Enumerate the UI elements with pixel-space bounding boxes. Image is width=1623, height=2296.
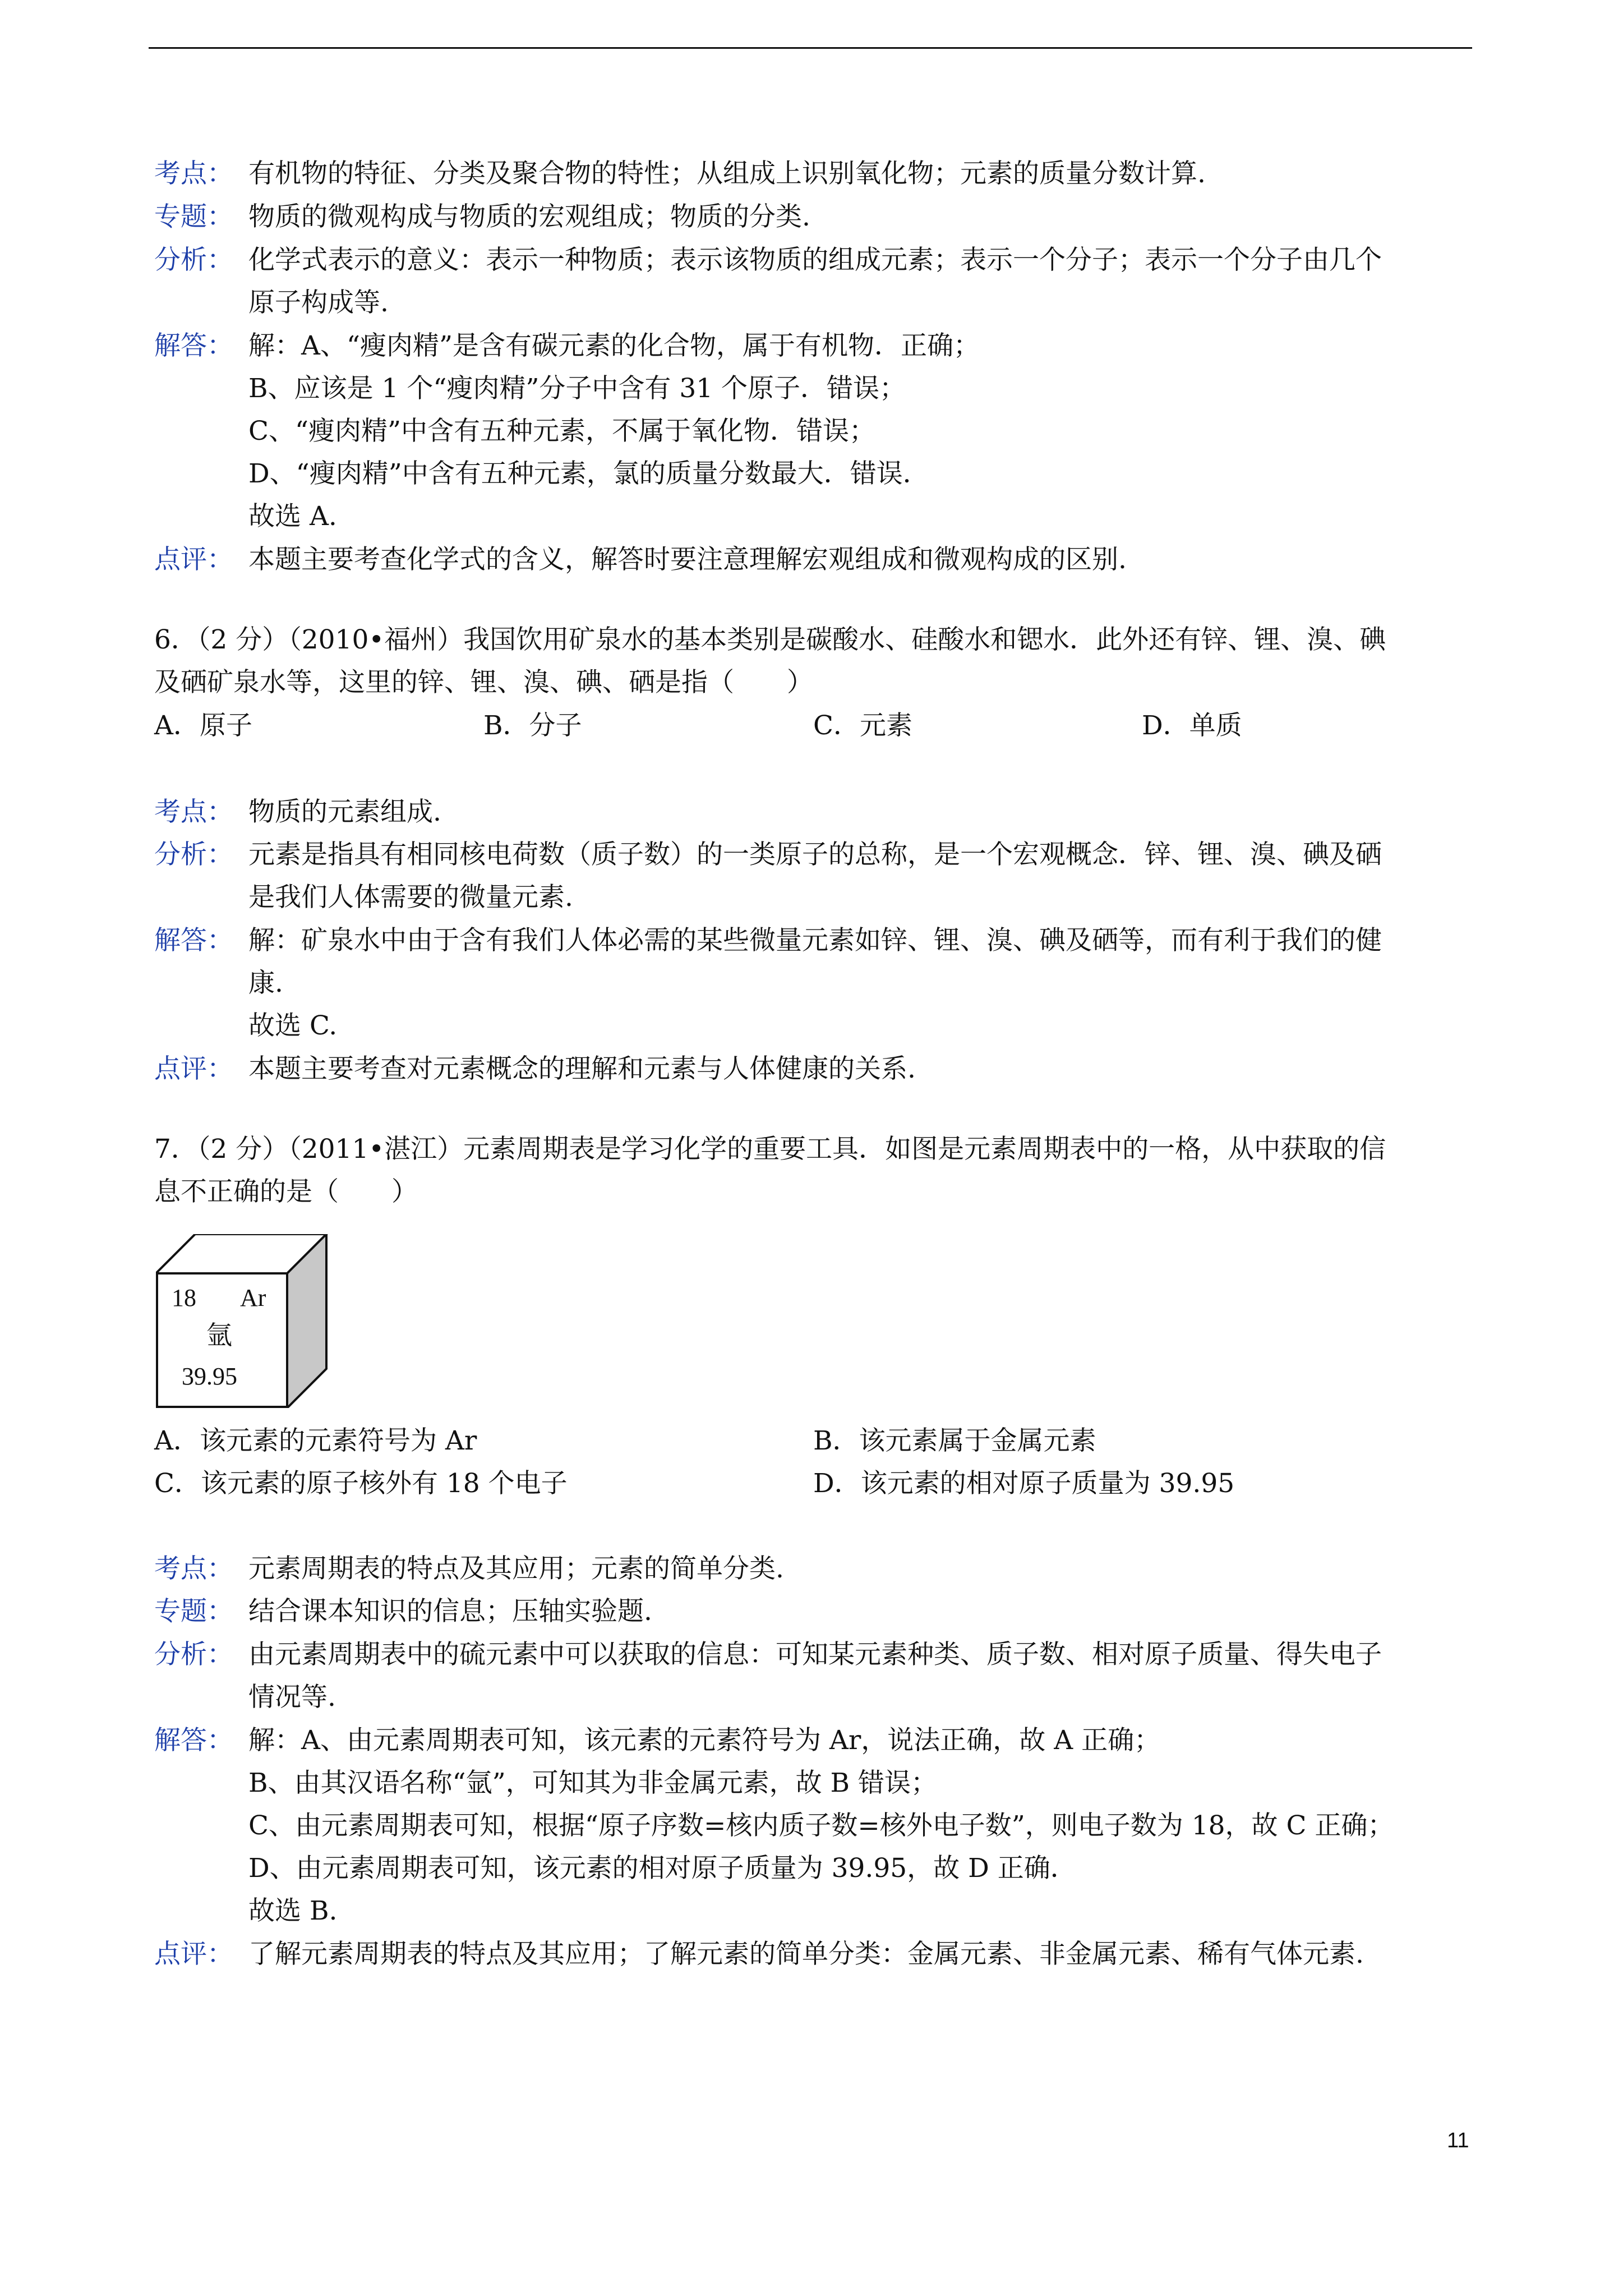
option-d: D．该元素的相对原子质量为 39.95	[813, 1468, 1235, 1499]
jieda-text: B、应该是 1 个“瘦肉精”分子中含有 31 个原子．错误；	[248, 373, 906, 404]
question-stem: 7．（2 分）（2011•湛江）元素周期表是学习化学的重要工具．如图是元素周期表中的一格，从中获取的信	[154, 1134, 1386, 1165]
option-c: C．该元素的原子核外有 18 个电子	[154, 1468, 568, 1499]
header-rule	[149, 47, 1472, 49]
zhuanti-text: 物质的微观构成与物质的宏观组成；物质的分类.	[248, 201, 810, 232]
jieda-label: 解答：	[154, 1725, 233, 1756]
dianping-label: 点评：	[154, 1053, 233, 1084]
kaodian-text: 物质的元素组成.	[248, 797, 441, 827]
jieda-text: B、由其汉语名称“氩”，可知其为非金属元素，故 B 错误；	[248, 1768, 938, 1798]
kaodian-label: 考点：	[154, 797, 233, 827]
element-symbol: Ar	[240, 1284, 266, 1312]
jieda-text: 故选 C.	[248, 1010, 338, 1041]
jieda-text: D、“瘦肉精”中含有五种元素，氯的质量分数最大．错误．	[248, 458, 929, 489]
jieda-text: 解：A、“瘦肉精”是含有碳元素的化合物，属于有机物．正确；	[248, 330, 980, 361]
question-stem: 及硒矿泉水等，这里的锌、锂、溴、碘、硒是指（ ）	[154, 667, 813, 698]
kaodian-text: 元素周期表的特点及其应用；元素的简单分类.	[248, 1553, 784, 1584]
option-d: D．单质	[1142, 710, 1242, 741]
fenxi-text: 是我们人体需要的微量元素.	[248, 882, 573, 913]
option-b: B．该元素属于金属元素	[813, 1425, 1096, 1456]
jieda-text: 故选 A.	[248, 501, 337, 532]
periodic-table-cell-figure	[156, 1234, 330, 1408]
jieda-label: 解答：	[154, 330, 233, 361]
kaodian-label: 考点：	[154, 1553, 233, 1584]
dianping-label: 点评：	[154, 544, 233, 575]
fenxi-text: 情况等.	[248, 1682, 336, 1713]
dianping-text: 本题主要考查化学式的含义，解答时要注意理解宏观组成和微观构成的区别.	[248, 544, 1127, 575]
option-c: C．元素	[813, 710, 912, 741]
element-name: 氩	[206, 1320, 232, 1350]
option-a: A．原子	[154, 710, 252, 741]
dianping-label: 点评：	[154, 1939, 233, 1970]
jieda-text: D、由元素周期表可知，该元素的相对原子质量为 39.95，故 D 正确．	[248, 1853, 1077, 1884]
zhuanti-label: 专题：	[154, 201, 233, 232]
dianping-text: 本题主要考查对元素概念的理解和元素与人体健康的关系.	[248, 1053, 916, 1084]
fenxi-text: 元素是指具有相同核电荷数（质子数）的一类原子的总称，是一个宏观概念．锌、锂、溴、碘及硒	[248, 839, 1382, 870]
jieda-text: 故选 B.	[248, 1895, 338, 1926]
option-a: A．该元素的元素符号为 Ar	[154, 1425, 477, 1456]
jieda-text: 康.	[248, 968, 283, 999]
atomic-number: 18	[172, 1284, 196, 1312]
jieda-text: C、由元素周期表可知，根据“原子序数=核内质子数=核外电子数”，则电子数为 18，故 C 正确；	[248, 1810, 1394, 1841]
fenxi-text: 由元素周期表中的硫元素中可以获取的信息：可知某元素种类、质子数、相对原子质量、得失电子	[248, 1639, 1382, 1670]
jieda-text: 解：A、由元素周期表可知，该元素的元素符号为 Ar，说法正确，故 A 正确；	[248, 1725, 1161, 1756]
jieda-label: 解答：	[154, 925, 233, 956]
question-stem: 6．（2 分）（2010•福州）我国饮用矿泉水的基本类别是碳酸水、硅酸水和锶水．此外还有锌、锂、溴、碘	[154, 624, 1386, 655]
jieda-text: 解：矿泉水中由于含有我们人体必需的某些微量元素如锌、锂、溴、碘及硒等，而有利于我们的健	[248, 925, 1382, 956]
fenxi-label: 分析：	[154, 839, 233, 870]
kaodian-text: 有机物的特征、分类及聚合物的特性；从组成上识别氧化物；元素的质量分数计算.	[248, 158, 1206, 189]
fenxi-text: 原子构成等.	[248, 287, 389, 318]
zhuanti-label: 专题：	[154, 1596, 233, 1627]
fenxi-label: 分析：	[154, 1639, 233, 1670]
zhuanti-text: 结合课本知识的信息；压轴实验题.	[248, 1596, 652, 1627]
atomic-mass: 39.95	[182, 1363, 237, 1390]
dianping-text: 了解元素周期表的特点及其应用；了解元素的简单分类：金属元素、非金属元素、稀有气体元素.	[248, 1939, 1364, 1970]
page-number: 11	[1447, 2129, 1469, 2152]
question-stem: 息不正确的是（ ）	[154, 1176, 418, 1207]
jieda-text: C、“瘦肉精”中含有五种元素，不属于氧化物．错误；	[248, 416, 876, 447]
option-b: B．分子	[483, 710, 582, 741]
fenxi-label: 分析：	[154, 245, 233, 275]
fenxi-text: 化学式表示的意义：表示一种物质；表示该物质的组成元素；表示一个分子；表示一个分子由几个	[248, 245, 1382, 275]
kaodian-label: 考点：	[154, 158, 233, 189]
